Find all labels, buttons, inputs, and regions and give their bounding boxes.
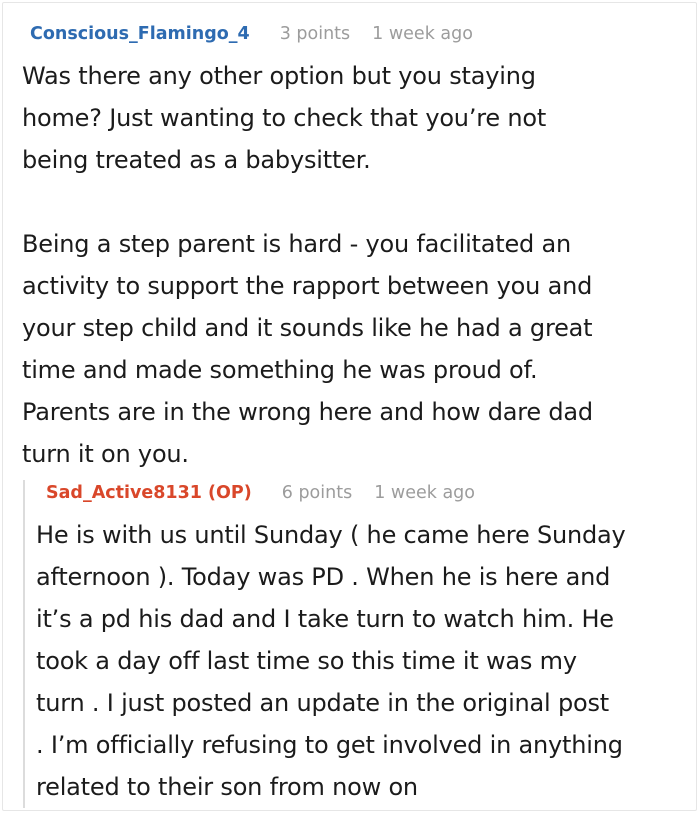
comment-text-line: activity to support the rapport between you and bbox=[22, 272, 593, 300]
comment-header bbox=[22, 21, 678, 47]
comment-body bbox=[22, 55, 678, 475]
reply-points: 6 points bbox=[281, 483, 353, 503]
reply-comment bbox=[23, 480, 678, 808]
comment-text-line: home? Just wanting to check that you’re not bbox=[22, 104, 547, 132]
reply-timestamp: 1 week ago bbox=[374, 483, 475, 503]
comment-points: 3 points bbox=[279, 24, 351, 44]
comment bbox=[22, 21, 678, 475]
reply-text-line: turn . I just posted an update in the original post bbox=[36, 689, 609, 717]
comment-text-line: time and made something he was proud of. bbox=[22, 356, 538, 384]
comment-text-line: Being a step parent is hard - you facilitated an bbox=[22, 230, 572, 258]
comment-text-line: your step child and it sounds like he had a great bbox=[22, 314, 593, 342]
reply-text-line: related to their son from now on bbox=[36, 773, 418, 801]
reply-text-line: it’s a pd his dad and I take turn to watch him. He bbox=[36, 605, 614, 633]
reply-paragraph bbox=[36, 514, 678, 808]
comment-text-line: turn it on you. bbox=[22, 440, 189, 468]
reply-text-line: took a day off last time so this time it was my bbox=[36, 647, 577, 675]
reply-author-link[interactable]: Sad_Active8131 (OP) bbox=[46, 483, 252, 503]
reply-text-line: afternoon ). Today was PD . When he is here and bbox=[36, 563, 611, 591]
comment-text-line: being treated as a babysitter. bbox=[22, 146, 371, 174]
reply-text-line: . I’m officially refusing to get involved in anything bbox=[36, 731, 623, 759]
comment-paragraph bbox=[22, 223, 678, 475]
comment-text-line: Was there any other option but you staying bbox=[22, 62, 536, 90]
reply-header bbox=[36, 480, 678, 506]
comment-author-link[interactable]: Conscious_Flamingo_4 bbox=[30, 24, 250, 44]
comment-paragraph bbox=[22, 55, 678, 181]
comment-thread-card bbox=[2, 2, 697, 811]
comment-text-line: Parents are in the wrong here and how dare dad bbox=[22, 398, 593, 426]
reply-body bbox=[36, 514, 678, 808]
comment-timestamp: 1 week ago bbox=[372, 24, 473, 44]
reply-text-line: He is with us until Sunday ( he came here Sunday bbox=[36, 521, 626, 549]
